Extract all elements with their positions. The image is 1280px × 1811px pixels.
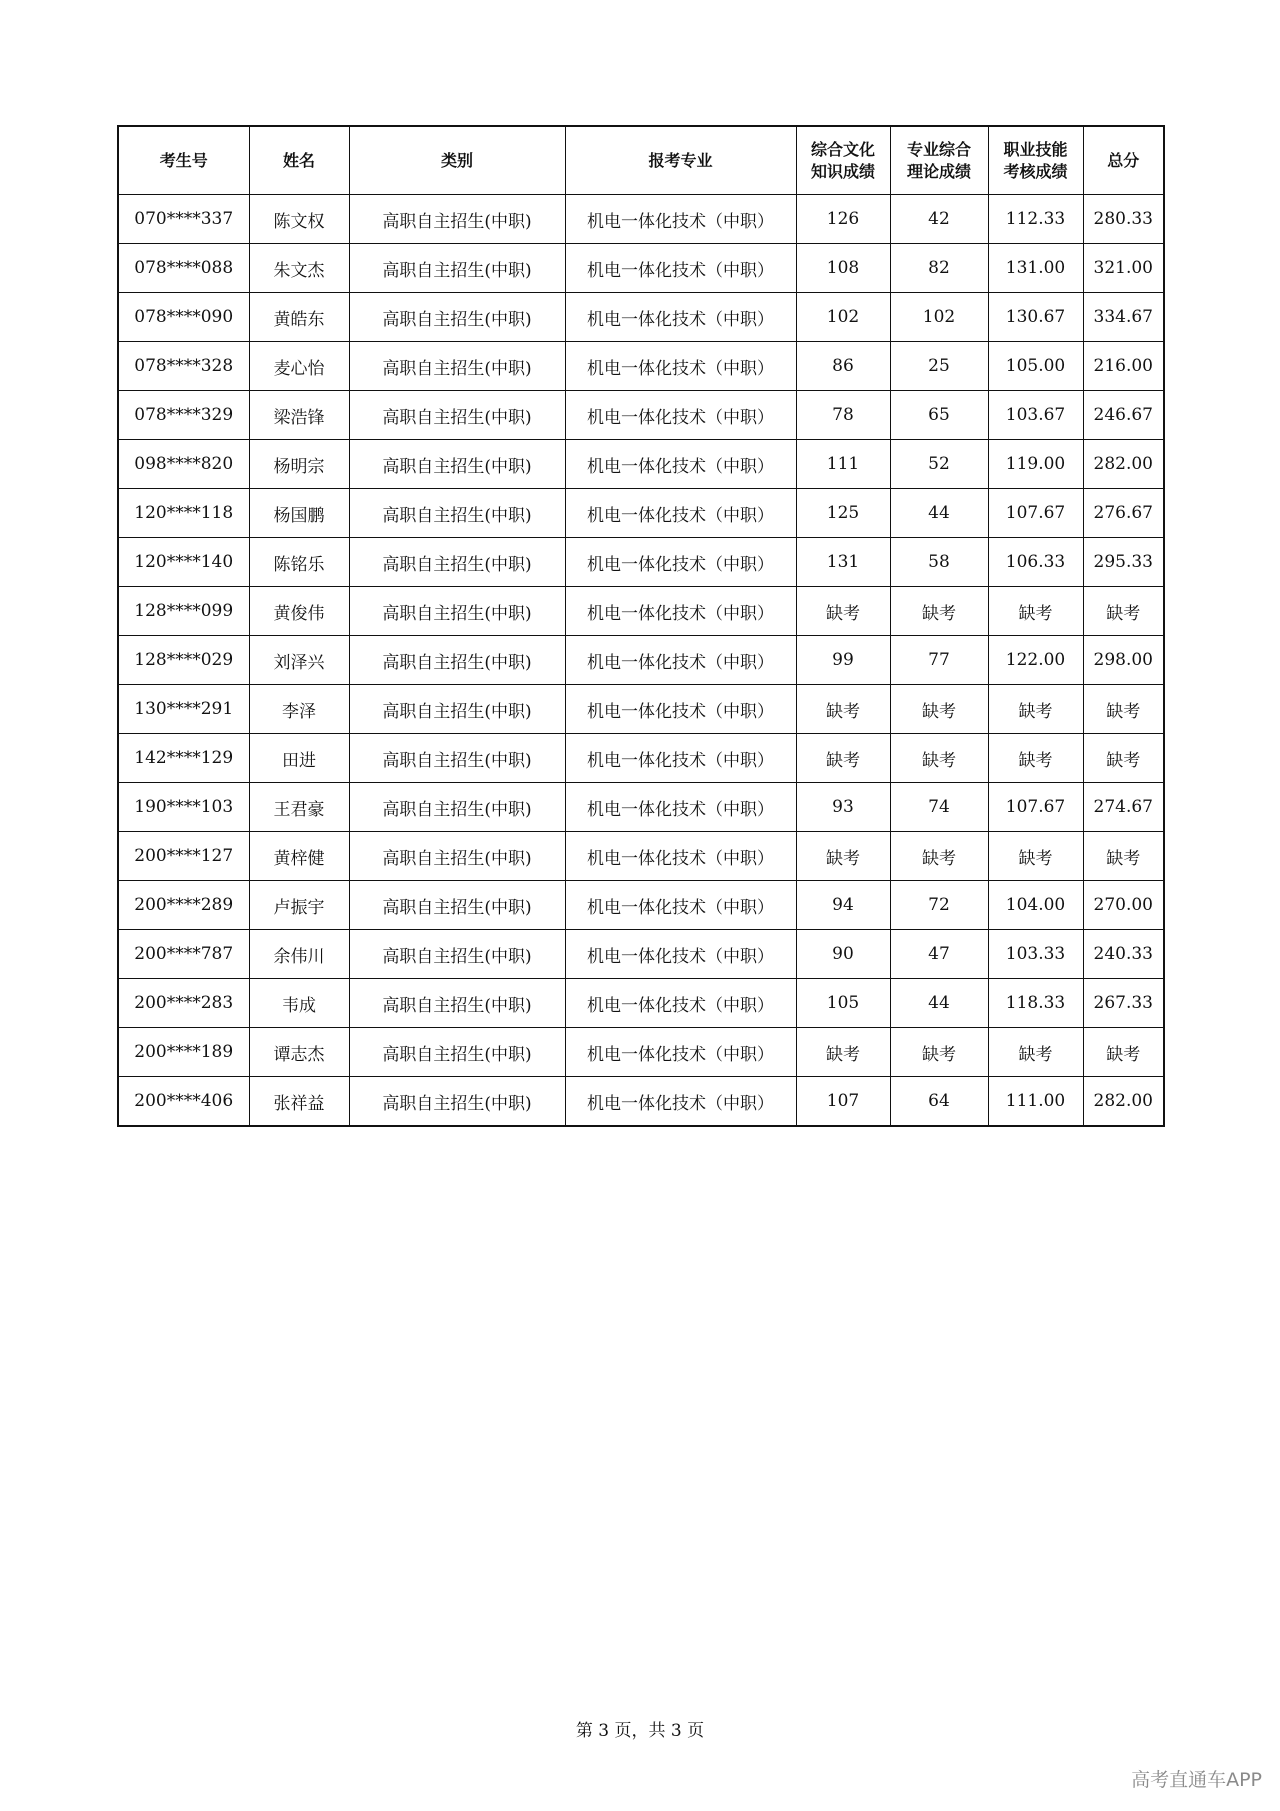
candidate-id-cell: 070****337	[118, 195, 249, 244]
culture-score-cell: 缺考	[796, 832, 890, 881]
theory-score-cell: 缺考	[890, 832, 988, 881]
category-cell: 高职自主招生(中职)	[349, 538, 565, 587]
skill-score-cell: 缺考	[988, 734, 1083, 783]
skill-score-cell: 103.67	[988, 391, 1083, 440]
category-cell: 高职自主招生(中职)	[349, 979, 565, 1028]
column-header: 姓名	[249, 126, 349, 195]
skill-score-cell: 111.00	[988, 1077, 1083, 1127]
category-cell: 高职自主招生(中职)	[349, 195, 565, 244]
culture-score-cell: 94	[796, 881, 890, 930]
candidate-id-cell: 120****118	[118, 489, 249, 538]
candidate-id-cell: 130****291	[118, 685, 249, 734]
table-row	[118, 342, 1164, 391]
name-cell: 黄梓健	[249, 832, 349, 881]
skill-score-cell: 104.00	[988, 881, 1083, 930]
culture-score-cell: 102	[796, 293, 890, 342]
table-row	[118, 832, 1164, 881]
category-cell: 高职自主招生(中职)	[349, 881, 565, 930]
category-cell: 高职自主招生(中职)	[349, 391, 565, 440]
category-cell: 高职自主招生(中职)	[349, 1077, 565, 1127]
skill-score-cell: 105.00	[988, 342, 1083, 391]
candidate-id-cell: 200****787	[118, 930, 249, 979]
category-cell: 高职自主招生(中职)	[349, 440, 565, 489]
culture-score-cell: 107	[796, 1077, 890, 1127]
name-cell: 卢振宇	[249, 881, 349, 930]
watermark: 高考直通车APP	[1131, 1769, 1262, 1791]
total-score-cell: 321.00	[1083, 244, 1164, 293]
total-score-cell: 270.00	[1083, 881, 1164, 930]
name-cell: 韦成	[249, 979, 349, 1028]
name-cell: 杨明宗	[249, 440, 349, 489]
category-cell: 高职自主招生(中职)	[349, 489, 565, 538]
name-cell: 梁浩锋	[249, 391, 349, 440]
column-header: 职业技能 考核成绩	[988, 126, 1083, 195]
theory-score-cell: 缺考	[890, 1028, 988, 1077]
name-cell: 陈文权	[249, 195, 349, 244]
major-cell: 机电一体化技术（中职）	[565, 1077, 796, 1127]
culture-score-cell: 105	[796, 979, 890, 1028]
culture-score-cell: 缺考	[796, 685, 890, 734]
theory-score-cell: 64	[890, 1077, 988, 1127]
table-row	[118, 734, 1164, 783]
category-cell: 高职自主招生(中职)	[349, 685, 565, 734]
total-score-cell: 缺考	[1083, 1028, 1164, 1077]
candidate-id-cell: 200****289	[118, 881, 249, 930]
major-cell: 机电一体化技术（中职）	[565, 1028, 796, 1077]
total-score-cell: 282.00	[1083, 440, 1164, 489]
culture-score-cell: 86	[796, 342, 890, 391]
theory-score-cell: 102	[890, 293, 988, 342]
total-score-cell: 298.00	[1083, 636, 1164, 685]
theory-score-cell: 52	[890, 440, 988, 489]
table-row	[118, 587, 1164, 636]
major-cell: 机电一体化技术（中职）	[565, 783, 796, 832]
skill-score-cell: 缺考	[988, 685, 1083, 734]
theory-score-cell: 缺考	[890, 685, 988, 734]
skill-score-cell: 106.33	[988, 538, 1083, 587]
name-cell: 陈铭乐	[249, 538, 349, 587]
major-cell: 机电一体化技术（中职）	[565, 244, 796, 293]
major-cell: 机电一体化技术（中职）	[565, 979, 796, 1028]
major-cell: 机电一体化技术（中职）	[565, 587, 796, 636]
name-cell: 杨国鹏	[249, 489, 349, 538]
total-score-cell: 216.00	[1083, 342, 1164, 391]
major-cell: 机电一体化技术（中职）	[565, 195, 796, 244]
skill-score-cell: 107.67	[988, 783, 1083, 832]
culture-score-cell: 78	[796, 391, 890, 440]
candidate-id-cell: 128****099	[118, 587, 249, 636]
table-header	[118, 126, 1164, 195]
total-score-cell: 246.67	[1083, 391, 1164, 440]
table-row	[118, 881, 1164, 930]
candidate-id-cell: 120****140	[118, 538, 249, 587]
theory-score-cell: 25	[890, 342, 988, 391]
theory-score-cell: 44	[890, 979, 988, 1028]
name-cell: 余伟川	[249, 930, 349, 979]
candidate-id-cell: 078****329	[118, 391, 249, 440]
skill-score-cell: 131.00	[988, 244, 1083, 293]
skill-score-cell: 119.00	[988, 440, 1083, 489]
category-cell: 高职自主招生(中职)	[349, 734, 565, 783]
theory-score-cell: 47	[890, 930, 988, 979]
table-row	[118, 293, 1164, 342]
candidate-id-cell: 200****127	[118, 832, 249, 881]
total-score-cell: 缺考	[1083, 685, 1164, 734]
theory-score-cell: 44	[890, 489, 988, 538]
table-body	[118, 195, 1164, 1127]
total-score-cell: 334.67	[1083, 293, 1164, 342]
culture-score-cell: 93	[796, 783, 890, 832]
table-row	[118, 440, 1164, 489]
total-score-cell: 267.33	[1083, 979, 1164, 1028]
major-cell: 机电一体化技术（中职）	[565, 538, 796, 587]
culture-score-cell: 125	[796, 489, 890, 538]
culture-score-cell: 108	[796, 244, 890, 293]
theory-score-cell: 缺考	[890, 734, 988, 783]
culture-score-cell: 131	[796, 538, 890, 587]
skill-score-cell: 103.33	[988, 930, 1083, 979]
candidate-id-cell: 190****103	[118, 783, 249, 832]
candidate-id-cell: 200****406	[118, 1077, 249, 1127]
total-score-cell: 276.67	[1083, 489, 1164, 538]
candidate-id-cell: 078****088	[118, 244, 249, 293]
page-number: 第 3 页，共 3 页	[575, 1721, 705, 1741]
culture-score-cell: 111	[796, 440, 890, 489]
skill-score-cell: 118.33	[988, 979, 1083, 1028]
category-cell: 高职自主招生(中职)	[349, 293, 565, 342]
candidate-id-cell: 200****189	[118, 1028, 249, 1077]
name-cell: 麦心怡	[249, 342, 349, 391]
table-row	[118, 979, 1164, 1028]
total-score-cell: 缺考	[1083, 832, 1164, 881]
column-header: 类别	[349, 126, 565, 195]
skill-score-cell: 缺考	[988, 832, 1083, 881]
table-row	[118, 244, 1164, 293]
theory-score-cell: 42	[890, 195, 988, 244]
header-row	[118, 126, 1164, 195]
skill-score-cell: 107.67	[988, 489, 1083, 538]
score-table	[117, 125, 1165, 1127]
total-score-cell: 缺考	[1083, 734, 1164, 783]
culture-score-cell: 缺考	[796, 587, 890, 636]
table-row	[118, 1077, 1164, 1127]
table-row	[118, 685, 1164, 734]
candidate-id-cell: 098****820	[118, 440, 249, 489]
candidate-id-cell: 128****029	[118, 636, 249, 685]
skill-score-cell: 缺考	[988, 1028, 1083, 1077]
category-cell: 高职自主招生(中职)	[349, 832, 565, 881]
skill-score-cell: 122.00	[988, 636, 1083, 685]
skill-score-cell: 缺考	[988, 587, 1083, 636]
table-row	[118, 489, 1164, 538]
skill-score-cell: 130.67	[988, 293, 1083, 342]
major-cell: 机电一体化技术（中职）	[565, 293, 796, 342]
major-cell: 机电一体化技术（中职）	[565, 342, 796, 391]
culture-score-cell: 缺考	[796, 734, 890, 783]
theory-score-cell: 58	[890, 538, 988, 587]
name-cell: 黄俊伟	[249, 587, 349, 636]
table-row	[118, 538, 1164, 587]
candidate-id-cell: 078****328	[118, 342, 249, 391]
major-cell: 机电一体化技术（中职）	[565, 391, 796, 440]
total-score-cell: 282.00	[1083, 1077, 1164, 1127]
table-row	[118, 1028, 1164, 1077]
total-score-cell: 274.67	[1083, 783, 1164, 832]
culture-score-cell: 99	[796, 636, 890, 685]
name-cell: 朱文杰	[249, 244, 349, 293]
culture-score-cell: 126	[796, 195, 890, 244]
major-cell: 机电一体化技术（中职）	[565, 832, 796, 881]
category-cell: 高职自主招生(中职)	[349, 1028, 565, 1077]
column-header: 专业综合 理论成绩	[890, 126, 988, 195]
total-score-cell: 295.33	[1083, 538, 1164, 587]
major-cell: 机电一体化技术（中职）	[565, 734, 796, 783]
table-row	[118, 391, 1164, 440]
table-row	[118, 636, 1164, 685]
major-cell: 机电一体化技术（中职）	[565, 440, 796, 489]
culture-score-cell: 缺考	[796, 1028, 890, 1077]
theory-score-cell: 缺考	[890, 587, 988, 636]
name-cell: 谭志杰	[249, 1028, 349, 1077]
name-cell: 李泽	[249, 685, 349, 734]
category-cell: 高职自主招生(中职)	[349, 587, 565, 636]
table-row	[118, 783, 1164, 832]
theory-score-cell: 82	[890, 244, 988, 293]
name-cell: 田进	[249, 734, 349, 783]
theory-score-cell: 77	[890, 636, 988, 685]
theory-score-cell: 72	[890, 881, 988, 930]
major-cell: 机电一体化技术（中职）	[565, 685, 796, 734]
column-header: 综合文化 知识成绩	[796, 126, 890, 195]
column-header: 总分	[1083, 126, 1164, 195]
category-cell: 高职自主招生(中职)	[349, 244, 565, 293]
category-cell: 高职自主招生(中职)	[349, 636, 565, 685]
major-cell: 机电一体化技术（中职）	[565, 930, 796, 979]
table-row	[118, 930, 1164, 979]
name-cell: 黄皓东	[249, 293, 349, 342]
total-score-cell: 240.33	[1083, 930, 1164, 979]
skill-score-cell: 112.33	[988, 195, 1083, 244]
total-score-cell: 280.33	[1083, 195, 1164, 244]
category-cell: 高职自主招生(中职)	[349, 342, 565, 391]
culture-score-cell: 90	[796, 930, 890, 979]
candidate-id-cell: 200****283	[118, 979, 249, 1028]
name-cell: 刘泽兴	[249, 636, 349, 685]
name-cell: 王君豪	[249, 783, 349, 832]
theory-score-cell: 74	[890, 783, 988, 832]
theory-score-cell: 65	[890, 391, 988, 440]
category-cell: 高职自主招生(中职)	[349, 930, 565, 979]
table-row	[118, 195, 1164, 244]
name-cell: 张祥益	[249, 1077, 349, 1127]
category-cell: 高职自主招生(中职)	[349, 783, 565, 832]
major-cell: 机电一体化技术（中职）	[565, 636, 796, 685]
candidate-id-cell: 078****090	[118, 293, 249, 342]
candidate-id-cell: 142****129	[118, 734, 249, 783]
column-header: 考生号	[118, 126, 249, 195]
major-cell: 机电一体化技术（中职）	[565, 881, 796, 930]
total-score-cell: 缺考	[1083, 587, 1164, 636]
column-header: 报考专业	[565, 126, 796, 195]
major-cell: 机电一体化技术（中职）	[565, 489, 796, 538]
